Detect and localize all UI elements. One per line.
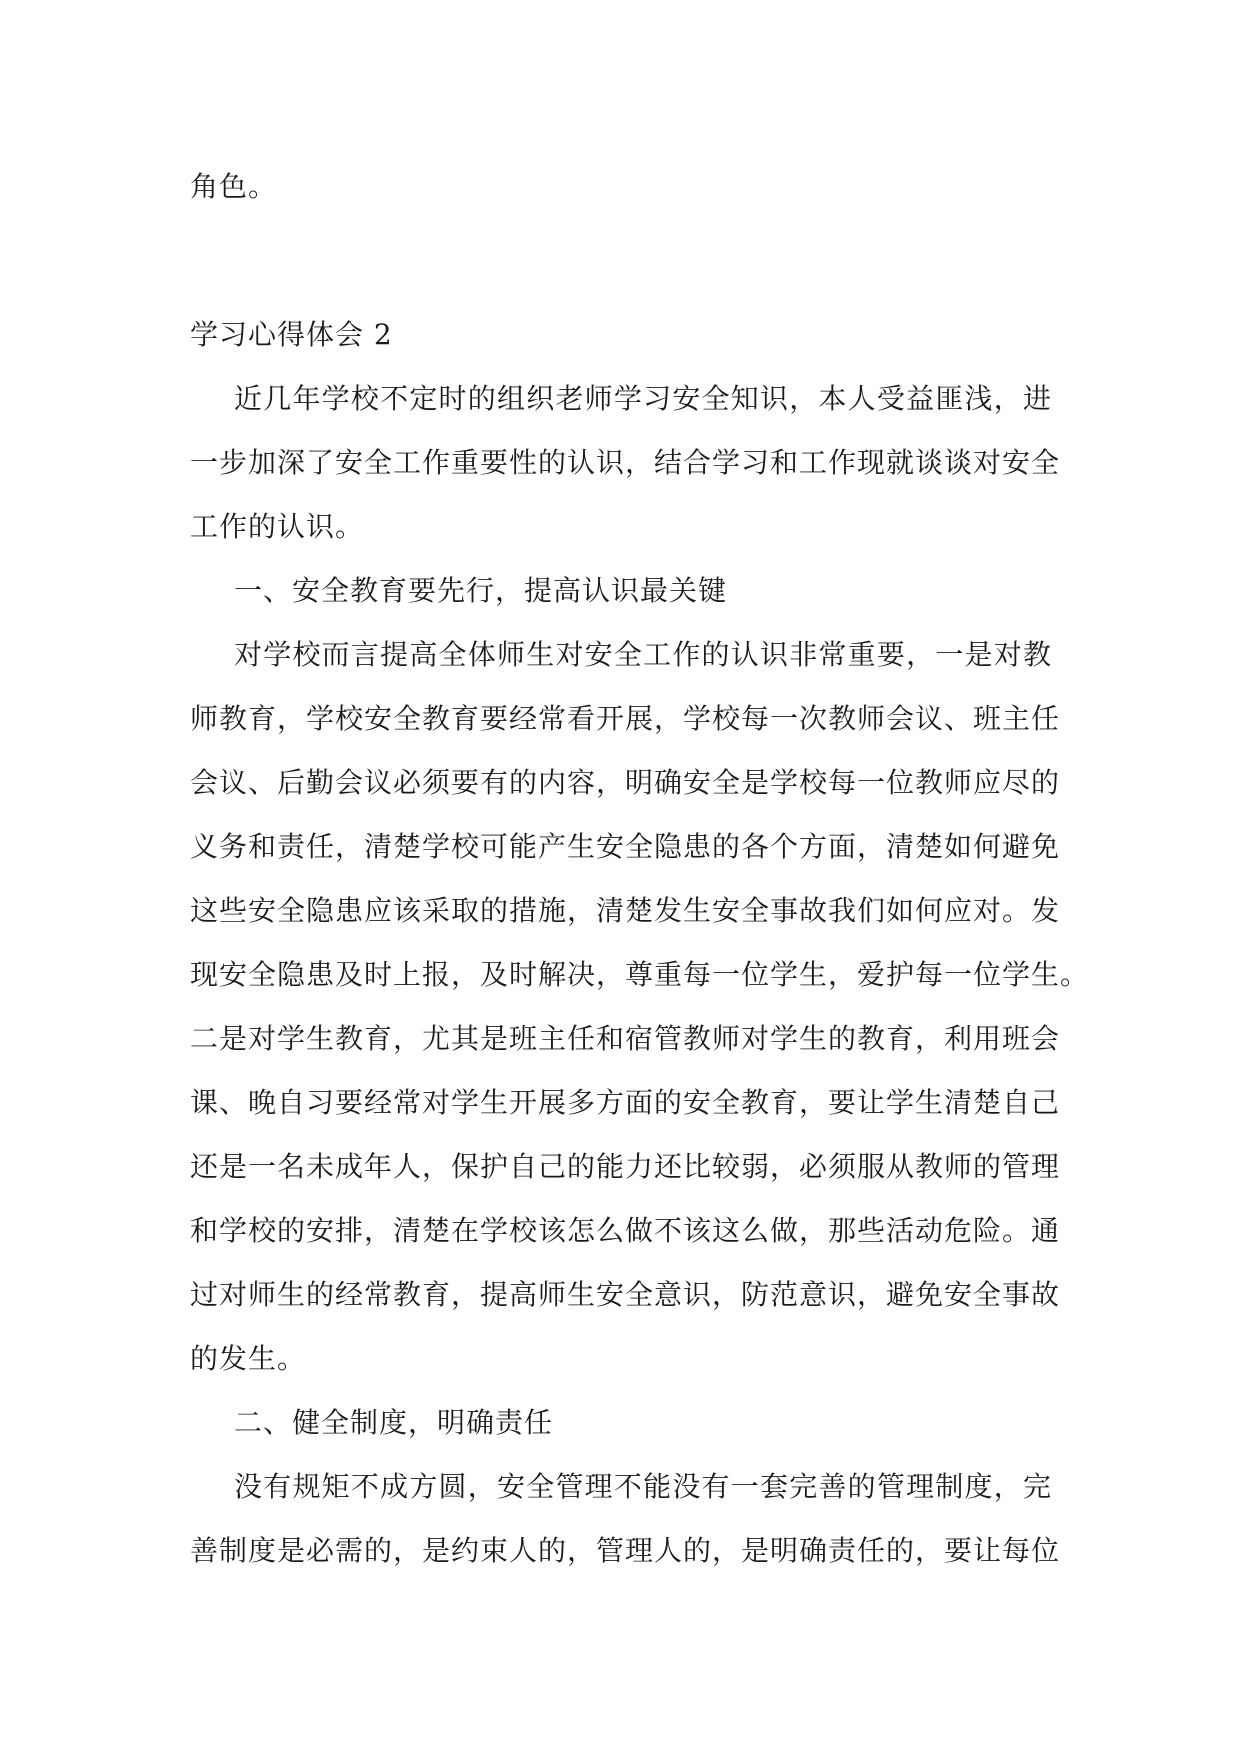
paragraph-line: 一步加深了安全工作重要性的认识，结合学习和工作现就谈谈对安全 bbox=[190, 446, 1061, 479]
paragraph-line: 师教育，学校安全教育要经常看开展，学校每一次教师会议、班主任 bbox=[190, 702, 1061, 735]
document-body bbox=[190, 155, 1090, 1583]
paragraph-line: 近几年学校不定时的组织老师学习安全知识，本人受益匪浅，进 bbox=[234, 382, 1052, 415]
heading-rules-responsibility: 二、健全制度，明确责任 bbox=[234, 1406, 554, 1439]
paragraph-line: 和学校的安排，清楚在学校该怎么做不该这么做，那些活动危险。通 bbox=[190, 1214, 1061, 1247]
paragraph-line: 还是一名未成年人，保护自己的能力还比较弱，必须服从教师的管理 bbox=[190, 1150, 1061, 1183]
intro-paragraph bbox=[190, 367, 1061, 559]
paragraph-line: 对学校而言提高全体师生对安全工作的认识非常重要，一是对教 bbox=[234, 638, 1052, 671]
paragraph-line: 善制度是必需的，是约束人的，管理人的，是明确责任的，要让每位 bbox=[190, 1534, 1061, 1567]
section-title: 学习心得体会 2 bbox=[190, 318, 393, 351]
section-spacer bbox=[190, 219, 1052, 303]
rules-paragraph bbox=[190, 1455, 1061, 1583]
safety-education-paragraph bbox=[190, 623, 1090, 1391]
paragraph-line: 现安全隐患及时上报，及时解决，尊重每一位学生，爱护每一位学生。 bbox=[190, 958, 1090, 991]
paragraph-line: 的发生。 bbox=[190, 1342, 307, 1375]
continuation-line: 角色。 bbox=[190, 170, 278, 203]
paragraph-line: 这些安全隐患应该采取的措施，清楚发生安全事故我们如何应对。发 bbox=[190, 894, 1061, 927]
paragraph-line: 会议、后勤会议必须要有的内容，明确安全是学校每一位教师应尽的 bbox=[190, 766, 1061, 799]
paragraph-line: 义务和责任，清楚学校可能产生安全隐患的各个方面，清楚如何避免 bbox=[190, 830, 1061, 863]
paragraph-line: 二是对学生教育，尤其是班主任和宿管教师对学生的教育，利用班会 bbox=[190, 1022, 1061, 1055]
paragraph-line: 过对师生的经常教育，提高师生安全意识，防范意识，避免安全事故 bbox=[190, 1278, 1061, 1311]
paragraph-line: 课、晚自习要经常对学生开展多方面的安全教育，要让学生清楚自己 bbox=[190, 1086, 1061, 1119]
paragraph-line: 没有规矩不成方圆，安全管理不能没有一套完善的管理制度，完 bbox=[234, 1470, 1052, 1503]
heading-safety-education: 一、安全教育要先行，提高认识最关键 bbox=[234, 574, 728, 607]
paragraph-line: 工作的认识。 bbox=[190, 510, 365, 543]
